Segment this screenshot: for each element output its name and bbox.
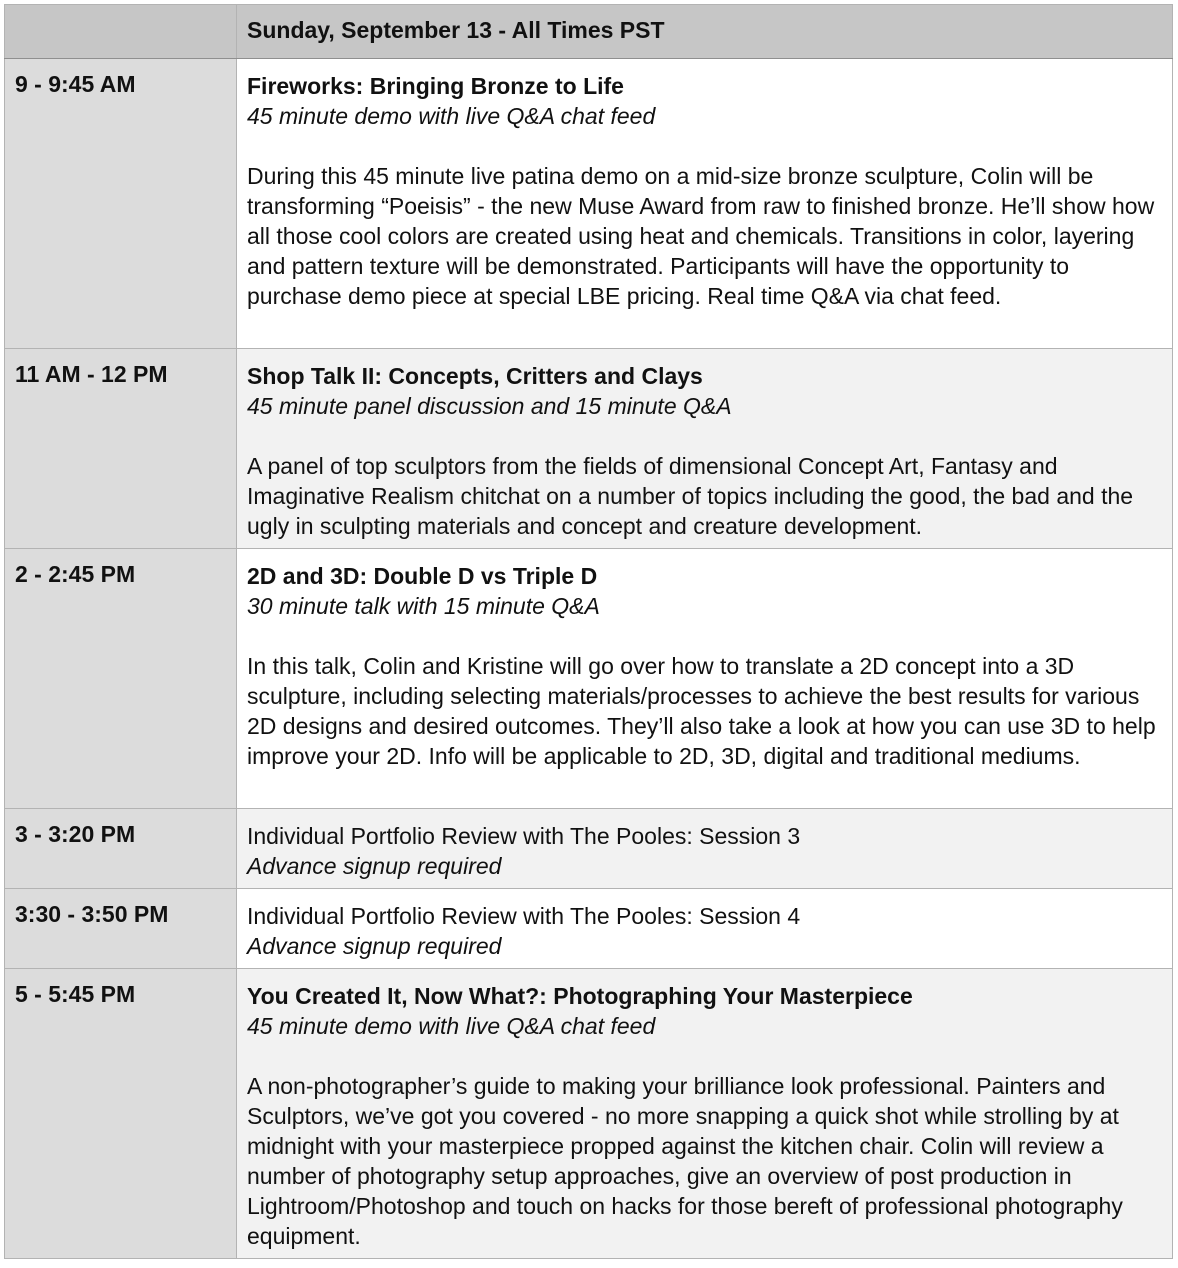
session-time: 2 - 2:45 PM	[5, 549, 237, 809]
session-time: 3 - 3:20 PM	[5, 809, 237, 889]
session-title: Individual Portfolio Review with The Pooles: Session 3	[247, 823, 801, 849]
session-format: 45 minute demo with live Q&A chat feed	[247, 103, 656, 129]
schedule-row	[5, 969, 1173, 1259]
header-row	[5, 5, 1173, 59]
session-time: 11 AM - 12 PM	[5, 349, 237, 549]
session-format: 45 minute panel discussion and 15 minute Q&A	[247, 393, 732, 419]
schedule-table	[4, 4, 1173, 1259]
session-cell	[237, 969, 1173, 1259]
schedule-row	[5, 349, 1173, 549]
session-cell	[237, 59, 1173, 349]
schedule-row	[5, 59, 1173, 349]
session-title: Fireworks: Bringing Bronze to Life	[247, 73, 624, 99]
time-column-header	[5, 5, 237, 59]
session-time: 3:30 - 3:50 PM	[5, 889, 237, 969]
session-title: Shop Talk II: Concepts, Critters and Clays	[247, 363, 703, 389]
session-title: You Created It, Now What?: Photographing Your Masterpiece	[247, 983, 913, 1009]
schedule-row	[5, 809, 1173, 889]
session-format: Advance signup required	[247, 933, 502, 959]
session-description: During this 45 minute live patina demo on a mid-size bronze sculpture, Colin will be transforming “Poeisis” - the new Muse Award from raw to finished bronze. He’ll show how all those cool colors are created using heat and chemicals. Transitions in color, layering and pattern texture will be demonstrated. Participants will have the opportunity to purchase demo piece at special LBE pricing. Real time Q&A via chat feed.	[247, 163, 1155, 309]
session-title: Individual Portfolio Review with The Pooles: Session 4	[247, 903, 801, 929]
schedule-row	[5, 549, 1173, 809]
session-title: 2D and 3D: Double D vs Triple D	[247, 563, 598, 589]
session-time: 9 - 9:45 AM	[5, 59, 237, 349]
session-format: 30 minute talk with 15 minute Q&A	[247, 593, 600, 619]
session-cell	[237, 349, 1173, 549]
session-cell	[237, 549, 1173, 809]
session-description: A non-photographer’s guide to making your brilliance look professional. Painters and Sculptors, we’ve got you covered - no more snapping a quick shot while strolling by at midnight with your masterpiece propped against the kitchen chair. Colin will review a number of photography setup approaches, give an overview of post production in Lightroom/Photoshop and touch on hacks for those bereft of professional photography equipment.	[247, 1073, 1123, 1249]
session-description: A panel of top sculptors from the fields of dimensional Concept Art, Fantasy and Imaginative Realism chitchat on a number of topics including the good, the bad and the ugly in sculpting materials and concept and creature development.	[247, 453, 1134, 539]
session-format: Advance signup required	[247, 853, 502, 879]
session-cell	[237, 889, 1173, 969]
session-time: 5 - 5:45 PM	[5, 969, 237, 1259]
session-cell	[237, 809, 1173, 889]
session-description: In this talk, Colin and Kristine will go over how to translate a 2D concept into a 3D sculpture, including selecting materials/processes to achieve the best results for various 2D designs and desired outcomes. They’ll also take a look at how you can use 3D to help improve your 2D. Info will be applicable to 2D, 3D, digital and traditional mediums.	[247, 653, 1156, 769]
schedule-row	[5, 889, 1173, 969]
session-format: 45 minute demo with live Q&A chat feed	[247, 1013, 656, 1039]
day-header: Sunday, September 13 - All Times PST	[237, 5, 1173, 59]
